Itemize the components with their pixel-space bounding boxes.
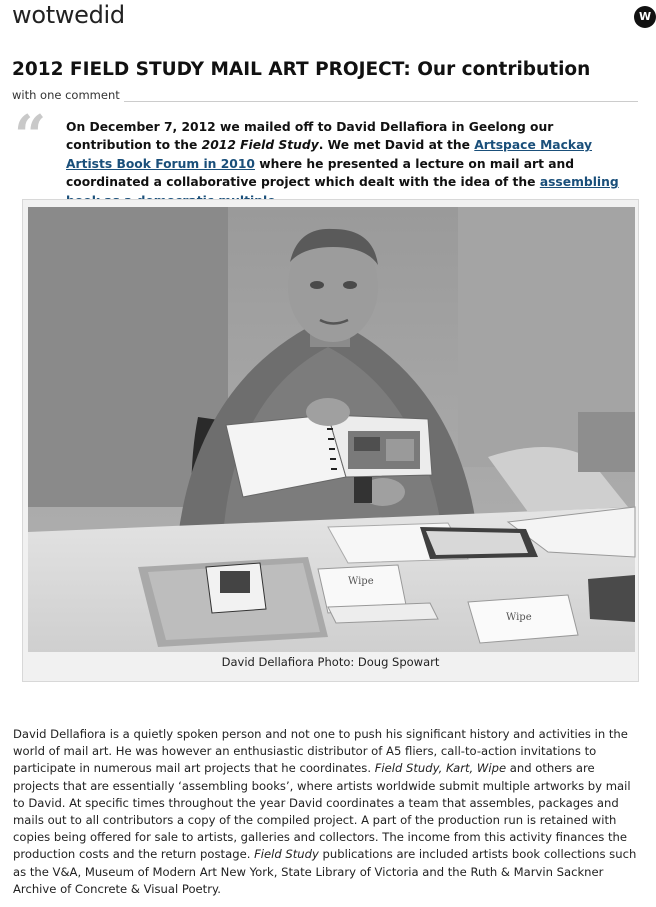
post-title[interactable]: 2012 FIELD STUDY MAIL ART PROJECT: Our contribution [12,59,591,80]
article-body [13,726,639,898]
intro-text: On December 7, 2012 we mailed off to David Dellafiora in Geelong our contribution to the [66,120,554,153]
quote-icon: “ [14,103,47,169]
photo[interactable] [28,207,635,652]
artspace-forum-link[interactable]: Artspace Mackay Artists Book Forum in 2010 [66,138,593,171]
photo-caption: David Dellafiora Photo: Doug Spowart [221,655,440,669]
photo-illustration [28,207,635,652]
photo-figure [22,199,639,682]
intro-text: . We met David at the [318,138,475,153]
body-emphasis: Field Study, Kart, Wipe [374,761,507,776]
site-title[interactable]: wotwedid [12,1,125,29]
intro-emphasis: 2012 Field Study [201,138,319,153]
corner-badge[interactable]: W [634,6,656,28]
booklet-label-wipe-2: Wipe [506,612,532,623]
meta-divider [124,101,638,102]
body-text: David Dellafiora is a quietly spoken person and not one to push his significant history and activities in the world of mail art. He was however an enthusiastic distributor of A5 fliers, call-to-action invitations to participate in numerous mail art projects that he coordinates. [13,727,628,776]
assembling-book-link[interactable]: assembling [539,175,619,190]
body-text: and others are projects that are essentially ‘assembling books’, where artists worldwide submit multiple artworks by mail to David. At specific times throughout the year David coordinates a team that assembles, packages and mails out to all contributors a copy of the compiled project. A part of the production run is retained with copies being offered for sale to artists, galleries and collectors. The income from this activity finances the production costs and the return postage. [13,761,631,862]
booklet-label-wipe: Wipe [348,576,374,587]
comment-count-link[interactable]: with one comment [12,88,120,102]
intro-blockquote [66,118,638,210]
intro-text: where he presented a lecture on mail art and coordinated a collaborative project which dealt with the idea of the [66,156,575,190]
body-text: publications are included artists book collections such as the V&A, Museum of Modern Art New York, State Library of Victoria and the Ruth & Marvin Sackner Archive of Concrete & Visual Poetry. [13,847,637,896]
body-emphasis: Field Study [254,847,319,862]
